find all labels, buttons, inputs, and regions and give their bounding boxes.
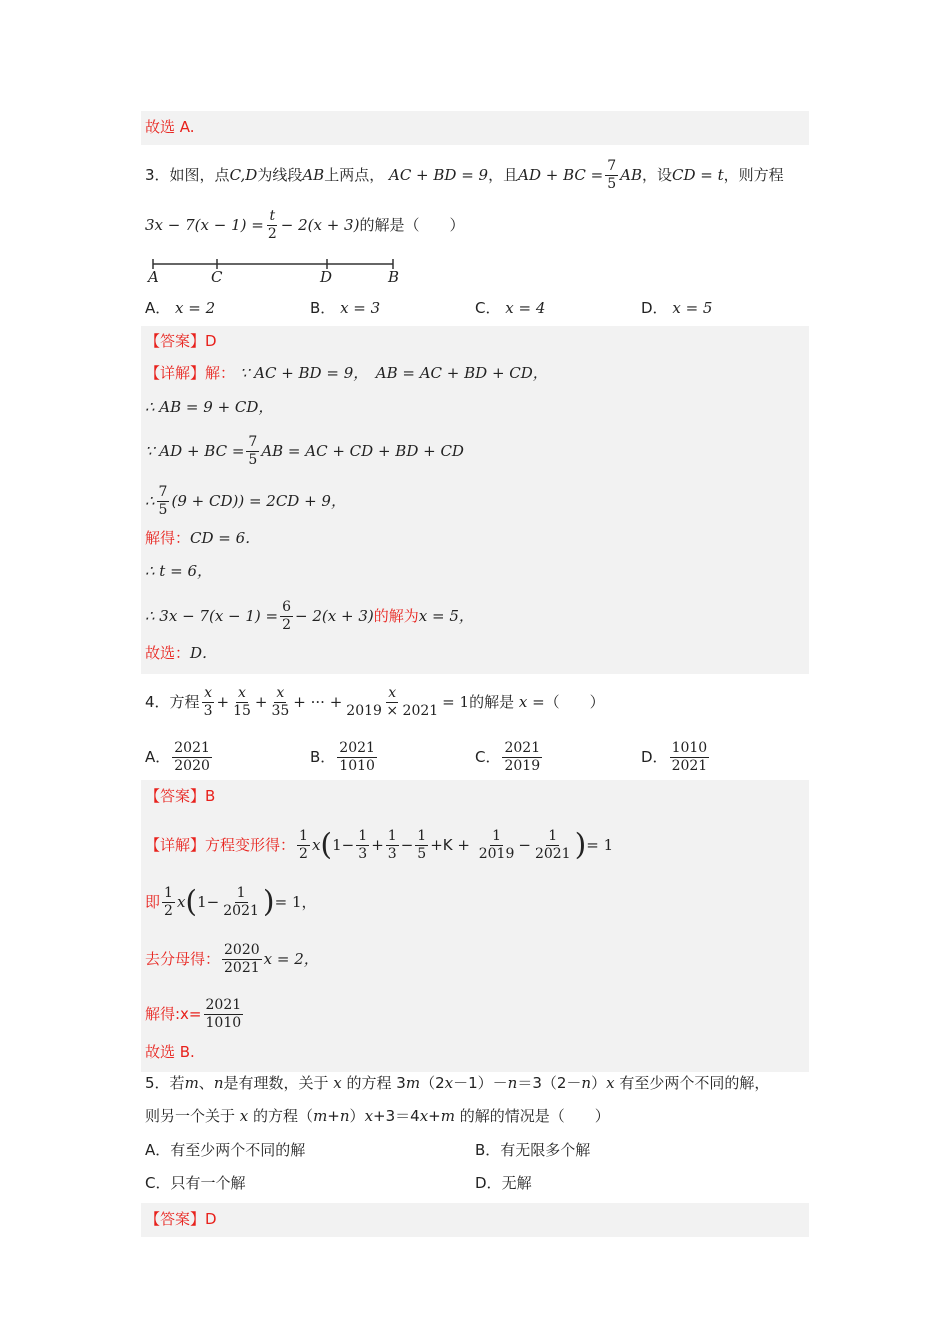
q5-answer: 【答案】D [145, 1210, 217, 1228]
q3-stem-line1: 3．如图，点C,D为线段AB上两点， AC + BD = 9，且AD + BC = $\frac{7}{5}$ AB，设CD = t，则方程 [145, 158, 784, 192]
q3-answer: 【答案】D [145, 332, 217, 350]
q5-option-d: D．无解 [475, 1174, 532, 1192]
point-c-label: C [211, 268, 223, 286]
q3-stem-line2: 3x − 7(x − 1) = $\frac{t}{2}$ − 2(x + 3)的解是（ ） [145, 208, 465, 242]
q3-detail-line7: ∴ 3x − 7(x − 1) = $\frac{6}{2}$ − 2(x + 3)的解为x = 5， [145, 599, 474, 633]
q4-detail-line3: 去分母得： $\frac{2020}{2021}$ x = 2， [145, 942, 319, 976]
point-a-label: A [148, 268, 159, 286]
q5-option-b: B．有无限多个解 [475, 1141, 591, 1159]
q3-detail-line4: ∴ $\frac{7}{5}$ (9 + CD)) = 2CD + 9， [145, 484, 346, 518]
q4-option-c: C． $\frac{2021}{2019}$ [475, 740, 541, 774]
q3-detail-line6: ∴ t = 6， [145, 562, 212, 580]
q4-answer: 【答案】B [145, 787, 216, 805]
q3-detail-line3: ∵ AD + BC = $\frac{7}{5}$ AB = AC + CD + BD + CD [145, 434, 464, 468]
q3-option-c: C． x = 4 [475, 299, 546, 317]
q3-detail-line8: 故选：D． [145, 644, 218, 662]
q3-detail-line1: 【详解】解： ∵ AC + BD = 9， AB = AC + BD + CD， [145, 364, 548, 382]
q5-stem-line1: 5．若m、n是有理数，关于 x 的方程 3m（2x－1）－n＝3（2－n）x 有至少两个不同的解， [145, 1074, 770, 1092]
q3-option-d: D． x = 5 [641, 299, 713, 317]
top-conclusion: 故选 A. [145, 118, 195, 136]
q4-detail-line4: 解得:x= $\frac{2021}{1010}$ [145, 997, 242, 1031]
q3-detail-line5: 解得：CD = 6． [145, 529, 261, 547]
q3-detail-line2: ∴ AB = 9 + CD， [145, 398, 274, 416]
q5-stem-line2: 则另一个关于 x 的方程（m+n）x+3＝4x+m 的解的情况是（ ） [145, 1107, 610, 1125]
q4-detail-line2: 即 $\frac{1}{2}$ x(1− $\frac{1}{2021}$ )= 1， [145, 884, 317, 920]
q4-stem: 4．方程 $\frac{x}{3}$ + $\frac{x}{15}$ + $\frac{x}{35}$ + ··· + $\frac{x}{2019 \times 2021}$ = 1的解是 x =（ ） [145, 685, 605, 719]
q3-option-b: B． x = 3 [310, 299, 381, 317]
answer-block-top [141, 111, 809, 145]
point-b-label: B [388, 268, 400, 286]
point-d-label: D [320, 268, 333, 286]
q4-option-b: B． $\frac{2021}{1010}$ [310, 740, 375, 774]
q4-option-d: D． $\frac{1010}{2021}$ [641, 740, 708, 774]
q4-detail-line1: 【详解】方程变形得： $\frac{1}{2}$ x(1− $\frac{1}{3}$ + $\frac{1}{3}$ − $\frac{1}{5}$ +K + $\frac{1}{2019}$ − $\frac{1}{2021}$ )= 1 [145, 827, 614, 863]
q5-option-a: A．有至少两个不同的解 [145, 1141, 306, 1159]
segment-figure [145, 258, 405, 288]
q4-option-a: A． $\frac{2021}{2020}$ [145, 740, 210, 774]
q5-option-c: C．只有一个解 [145, 1174, 246, 1192]
q4-detail-line5: 故选 B. [145, 1043, 195, 1061]
answer-block-q5 [141, 1203, 809, 1237]
q3-option-a: A． x = 2 [145, 299, 216, 317]
